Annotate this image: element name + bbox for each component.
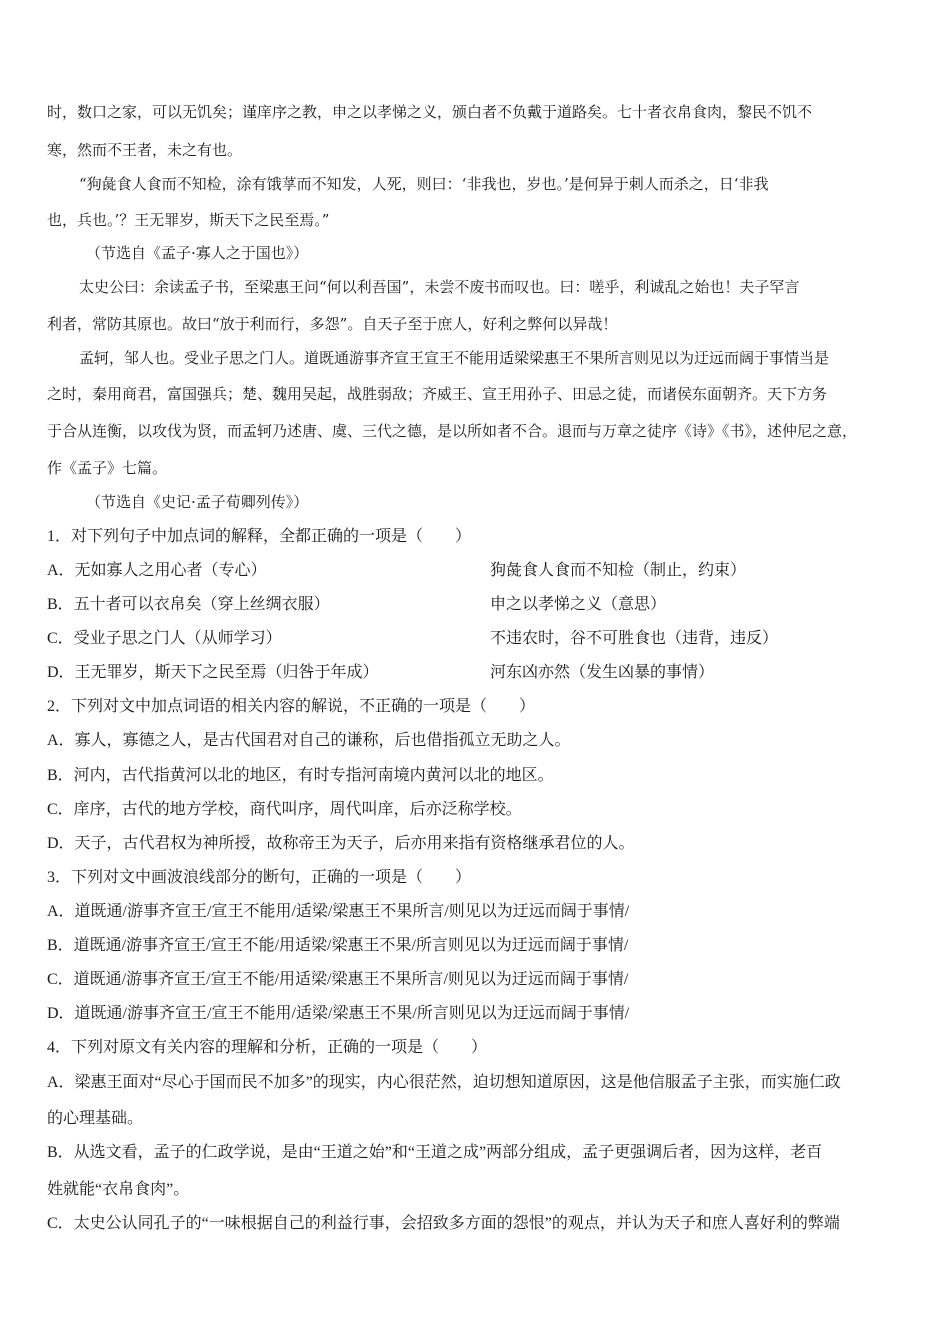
option-row bbox=[47, 629, 907, 649]
question-stem: 3．下列对文中画波浪线部分的断句，正确的一项是（ ） bbox=[47, 869, 472, 886]
option-c[interactable]: C．受业子思之门人（从师学习） bbox=[47, 630, 282, 647]
option-row bbox=[47, 561, 907, 581]
option-row bbox=[47, 663, 907, 683]
option-row bbox=[47, 595, 907, 615]
option-c-pair: 不违农时，谷不可胜食也（违背，违反） bbox=[490, 630, 779, 647]
option-a[interactable]: A．寡人，寡德之人，是古代国君对自己的谦称，后也借指孤立无助之人。 bbox=[47, 732, 571, 749]
option-b[interactable]: B．河内，古代指黄河以北的地区，有时专指河南境内黄河以北的地区。 bbox=[47, 767, 554, 784]
option-c[interactable]: C．太史公认同孔子的“一味根据自己的利益行事，会招致多方面的怨恨”的观点，并认为天子和庶人喜好利的弊端 bbox=[47, 1215, 840, 1232]
option-b[interactable]: B．道既通/游事齐宣王/宣王不能/用适梁/梁惠王不果/所言则见以为迂远而阔于事情/ bbox=[47, 937, 629, 954]
option-a[interactable]: A．道既通/游事齐宣王/宣王不能用/适梁/梁惠王不果所言/则见以为迂远而阔于事情/ bbox=[47, 903, 630, 920]
option-a-pair: 狗彘食人食而不知检（制止，约束） bbox=[490, 562, 747, 579]
passage-line: 时，数口之家，可以无饥矣；谨庠序之教，申之以孝悌之义，颁白者不负戴于道路矣。七十者衣帛食肉，黎民不饥不 bbox=[47, 103, 813, 121]
passage-line: 寒，然而不王者，未之有也。 bbox=[47, 141, 243, 159]
option-d-pair: 河东凶亦然（发生凶暴的事情） bbox=[490, 664, 715, 681]
question-stem: 2．下列对文中加点词语的相关内容的解说，不正确的一项是（ ） bbox=[47, 698, 536, 715]
option-b-continued: 姓就能“衣帛食肉”。 bbox=[47, 1181, 190, 1198]
option-a-continued: 的心理基础。 bbox=[47, 1110, 144, 1127]
passage-paragraph: “狗彘食人食而不知检，涂有饿莩而不知发，人死，则曰：‘非我也，岁也。’是何异于刺人而杀之，日‘非我 bbox=[79, 175, 769, 193]
passage-line: 于合从连衡，以攻伐为贤，而孟轲乃述唐、虞、三代之德，是以所如者不合。退而与万章之徒序《诗》《书》，述仲尼之意， bbox=[47, 422, 858, 440]
option-a[interactable]: A．无如寡人之用心者（专心） bbox=[47, 562, 267, 579]
option-b[interactable]: B．从选文看，孟子的仁政学说，是由“王道之始”和“王道之成”两部分组成，孟子更强调后者，因为这样，老百 bbox=[47, 1144, 823, 1161]
option-d[interactable]: D．道既通/游事齐宣王/宣王不能用/适梁/梁惠王不果/所言则见以为迂远而阔于事情/ bbox=[47, 1005, 630, 1022]
option-c[interactable]: C．庠序，古代的地方学校，商代叫序，周代叫庠，后亦泛称学校。 bbox=[47, 801, 522, 818]
passage-line: 利者，常防其原也。故曰“放于利而行，多怨”。自天子至于庶人，好利之弊何以异哉！ bbox=[47, 315, 618, 333]
question-stem: 4．下列对原文有关内容的理解和分析，正确的一项是（ ） bbox=[47, 1039, 488, 1056]
passage-line: 作《孟子》七篇。 bbox=[47, 459, 168, 477]
passage-source: （节选自《孟子·寡人之于国也》） bbox=[86, 244, 309, 262]
option-b[interactable]: B．五十者可以衣帛矣（穿上丝绸衣服） bbox=[47, 596, 330, 613]
option-d[interactable]: D．天子，古代君权为神所授，故称帝王为天子，后亦用来指有资格继承君位的人。 bbox=[47, 835, 635, 852]
question-stem: 1．对下列句子中加点词的解释，全都正确的一项是（ ） bbox=[47, 528, 472, 545]
passage-paragraph: 太史公曰：余读孟子书，至梁惠王问“何以利吾国”，未尝不废书而叹也。曰：嗟乎，利诚乱之始也！夫子罕言 bbox=[79, 278, 800, 296]
passage-paragraph: 孟轲，邹人也。受业子思之门人。道既通游事齐宣王宣王不能用适梁梁惠王不果所言则见以为迂远而阔于事情当是 bbox=[79, 349, 830, 367]
option-d[interactable]: D．王无罪岁，斯天下之民至焉（归咎于年成） bbox=[47, 664, 379, 681]
passage-source: （节选自《史记·孟子荀卿列传》） bbox=[86, 493, 309, 511]
option-b-pair: 申之以孝悌之义（意思） bbox=[490, 596, 667, 613]
passage-line: 之时，秦用商君，富国强兵；楚、魏用吴起，战胜弱敌；齐威王、宣王用孙子、田忌之徒，而诸侯东面朝齐。天下方务 bbox=[47, 385, 828, 403]
option-a[interactable]: A．梁惠王面对“尽心于国而民不加多”的现实，内心很茫然，迫切想知道原因，这是他信服孟子主张，而实施仁政 bbox=[47, 1074, 841, 1091]
option-c[interactable]: C．道既通/游事齐宣王/宣王不能/用适梁/梁惠王不果所言/则见以为迂远而阔于事情/ bbox=[47, 971, 629, 988]
passage-line: 也，兵也。’？王无罪岁，斯天下之民至焉。” bbox=[47, 211, 330, 229]
